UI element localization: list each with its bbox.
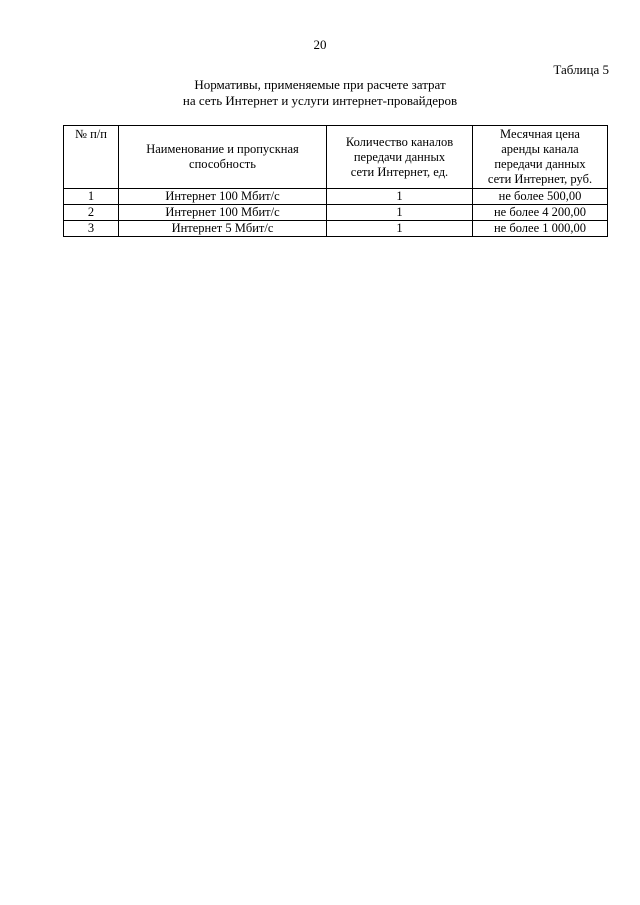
header-price-line-3: передачи данных xyxy=(494,157,586,171)
header-price-line-4: сети Интернет, руб. xyxy=(487,172,593,186)
header-channels-line-3: сети Интернет, ед. xyxy=(350,164,449,179)
row-name: Интернет 100 Мбит/с xyxy=(119,205,327,221)
row-price: не более 500,00 xyxy=(473,189,608,205)
document-title xyxy=(0,77,640,109)
table-row xyxy=(64,189,608,205)
row-number: 3 xyxy=(64,221,119,237)
title-line-2: на сеть Интернет и услуги интернет-провайдеров xyxy=(182,93,458,108)
row-name: Интернет 5 Мбит/с xyxy=(119,221,327,237)
header-channels-line-1: Количество каналов xyxy=(345,134,454,149)
row-number: 1 xyxy=(64,189,119,205)
row-price: не более 1 000,00 xyxy=(473,221,608,237)
row-name: Интернет 100 Мбит/с xyxy=(119,189,327,205)
row-number: 2 xyxy=(64,205,119,221)
header-name-line-2: способность xyxy=(189,157,256,171)
header-price-line-2: аренды канала xyxy=(501,142,579,156)
header-name-line-1: Наименование и пропускная xyxy=(146,142,299,156)
header-name xyxy=(119,126,327,189)
row-channels: 1 xyxy=(327,189,473,205)
header-number: № п/п xyxy=(64,126,119,189)
row-channels: 1 xyxy=(327,221,473,237)
table-row xyxy=(64,205,608,221)
title-line-1: Нормативы, применяемые при расчете затрат xyxy=(194,77,446,92)
table-label: Таблица 5 xyxy=(553,62,609,77)
row-channels: 1 xyxy=(327,205,473,221)
table-row xyxy=(64,221,608,237)
header-price-line-1: Месячная цена xyxy=(500,127,580,141)
table-header xyxy=(64,126,608,189)
norms-table xyxy=(63,125,608,237)
header-price xyxy=(473,126,608,189)
page-number: 20 xyxy=(313,37,327,52)
table-body xyxy=(64,189,608,237)
header-row xyxy=(64,126,608,189)
header-channels xyxy=(327,126,473,189)
header-channels-line-2: передачи данных xyxy=(353,149,446,164)
row-price: не более 4 200,00 xyxy=(473,205,608,221)
